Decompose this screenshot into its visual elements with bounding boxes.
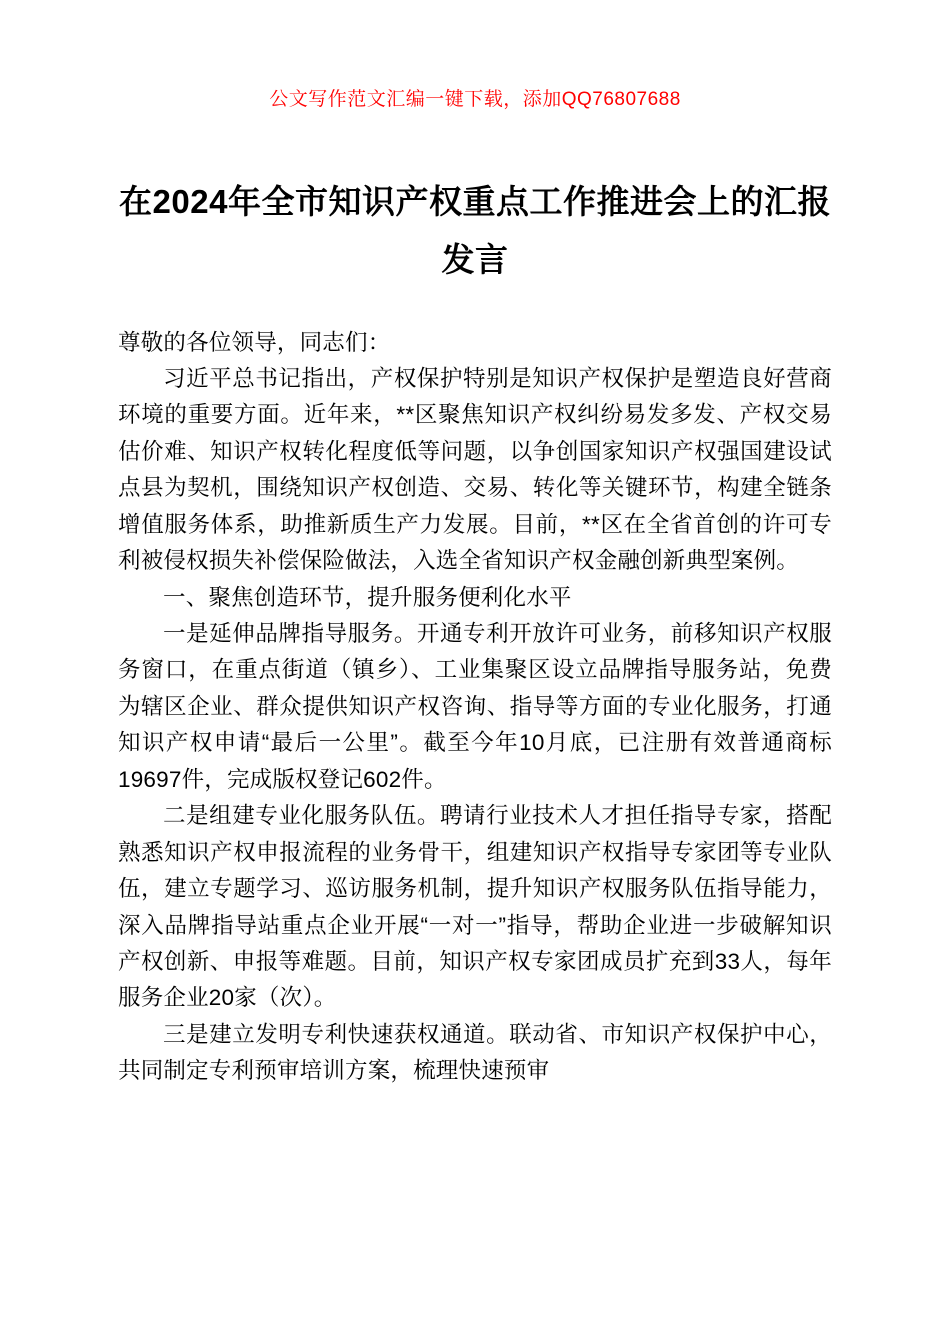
watermark-text: 公文写作范文汇编一键下载，添加QQ76807688 xyxy=(269,89,681,110)
paragraph-point-1: 一是延伸品牌指导服务。开通专利开放许可业务，前移知识产权服务窗口，在重点街道（镇乡）、工业集聚区设立品牌指导服务站，免费为辖区企业、群众提供知识产权咨询、指导等方面的专业化服务，打通知识产权申请“最后一公里”。截至今年10月底，已注册有效普通商标19697件，完成版权登记602件。 xyxy=(118,621,832,792)
paragraph-point-3: 三是建立发明专利快速获权通道。联动省、市知识产权保护中心，共同制定专利预审培训方案，梳理快速预审 xyxy=(118,1021,832,1084)
paragraph-point-2: 二是组建专业化服务队伍。聘请行业技术人才担任指导专家，搭配熟悉知识产权申报流程的业务骨干，组建知识产权指导专家团等专业队伍，建立专题学习、巡访服务机制，提升知识产权服务队伍指导能力，深入品牌指导站重点企业开展“一对一”指导，帮助企业进一步破解知识产权创新、申报等难题。目前，知识产权专家团成员扩充到33人，每年服务企业20家（次）。 xyxy=(118,803,832,1011)
paragraph-section-heading-1: 一、聚焦创造环节，提升服务便利化水平 xyxy=(163,584,572,610)
document-body xyxy=(118,325,832,1090)
paragraph-intro: 习近平总书记指出，产权保护特别是知识产权保护是塑造良好营商环境的重要方面。近年来，**区聚焦知识产权纠纷易发多发、产权交易估价难、知识产权转化程度低等问题，以争创国家知识产权强国建设试点县为契机，围绕知识产权创造、交易、转化等关键环节，构建全链条增值服务体系，助推新质生产力发展。目前，**区在全省首创的许可专利被侵权损失补偿保险做法，入选全省知识产权金融创新典型案例。 xyxy=(118,365,832,574)
paragraph-salutation: 尊敬的各位领导，同志们： xyxy=(118,329,391,355)
page-title: 在2024年全市知识产权重点工作推进会上的汇报发言 xyxy=(119,183,831,278)
